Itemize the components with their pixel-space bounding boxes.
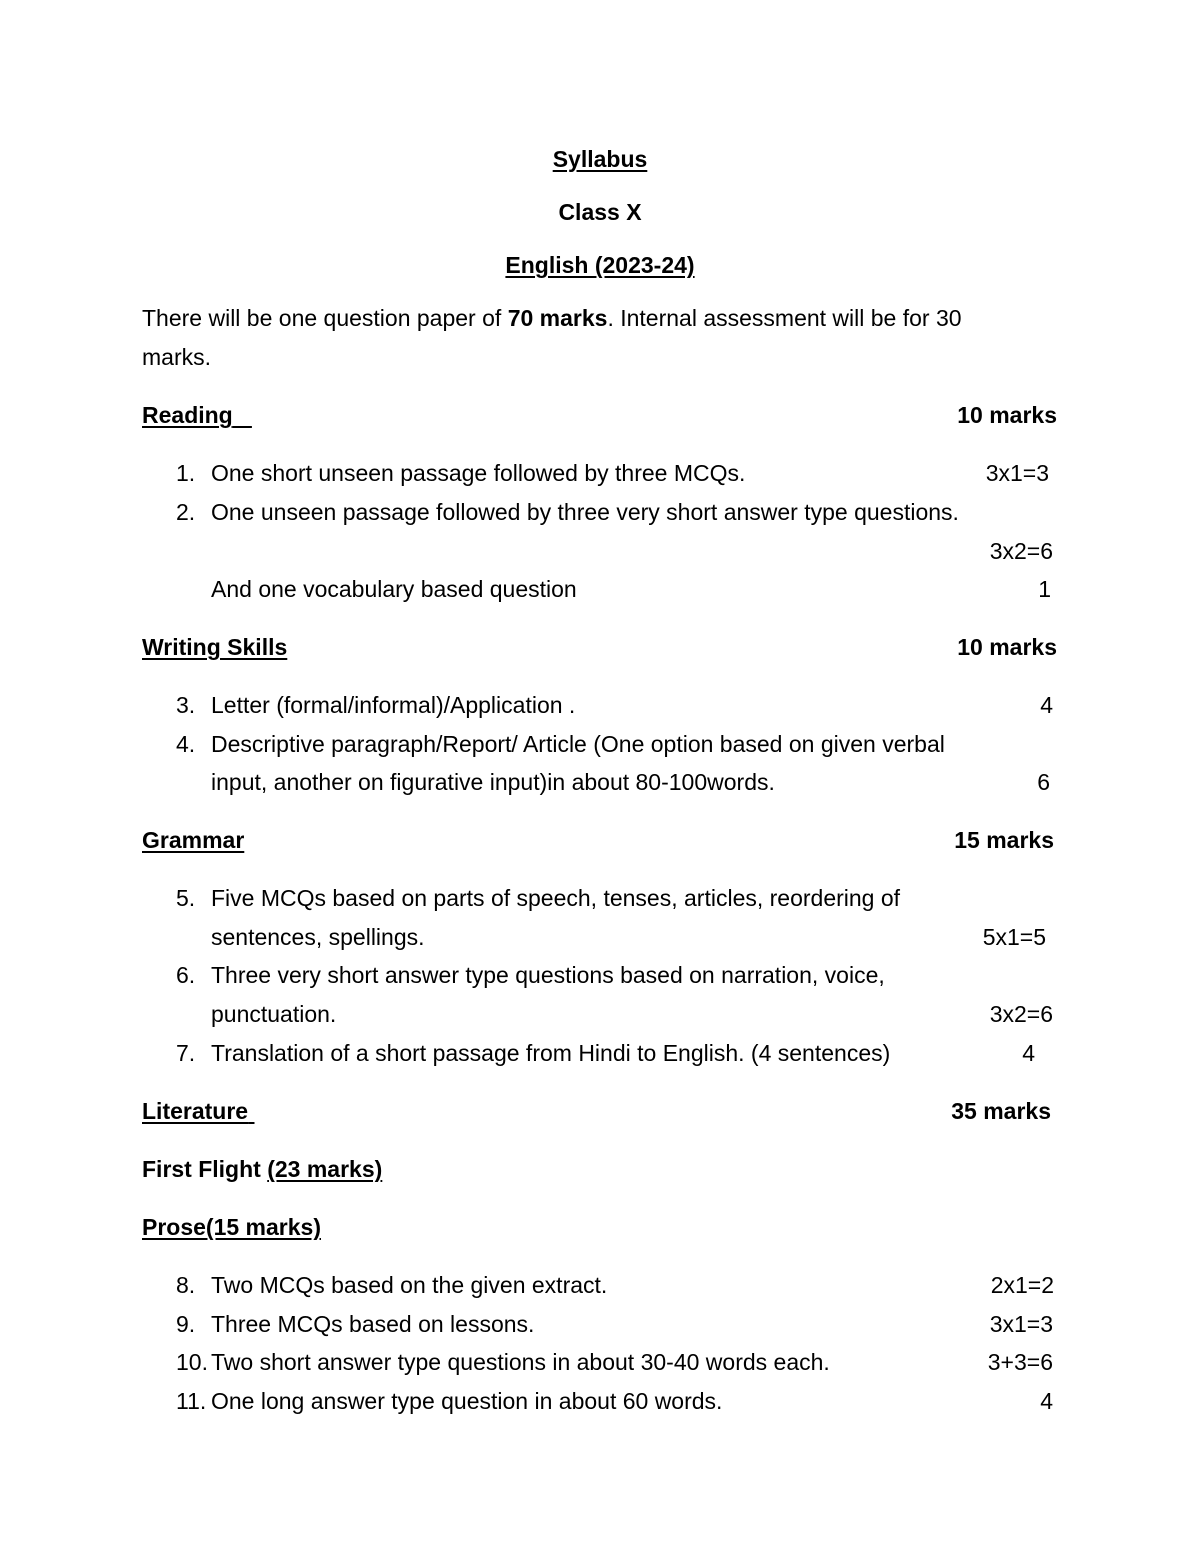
item-marks: 3x2=6	[989, 538, 1053, 564]
item-text: Five MCQs based on parts of speech, tenses, articles, reordering of	[211, 885, 901, 911]
item-number: 6.	[176, 962, 196, 988]
item-number: 3.	[176, 692, 196, 718]
item-number: 4.	[176, 731, 196, 757]
subsection-prose: Prose(15 marks)	[142, 1214, 321, 1240]
item-text: Descriptive paragraph/Report/ Article (One option based on given verbal	[211, 731, 945, 757]
section-marks-reading: 10 marks	[957, 402, 1057, 428]
item-number: 8.	[176, 1272, 196, 1298]
item-marks: 1	[1038, 576, 1051, 602]
section-heading-reading: Reading	[142, 402, 233, 428]
item-number: 9.	[176, 1311, 196, 1337]
class-label: Class X	[558, 199, 642, 225]
item-marks: 3+3=6	[987, 1349, 1053, 1375]
section-heading-literature: Literature	[142, 1098, 249, 1124]
section-marks-grammar: 15 marks	[954, 827, 1054, 853]
item-number: 10.	[176, 1349, 208, 1375]
document-title: Syllabus	[552, 146, 648, 172]
item-text-continued: punctuation.	[211, 1001, 337, 1027]
item-marks: 4	[1022, 1040, 1035, 1066]
item-text: Three very short answer type questions based on narration, voice,	[211, 962, 885, 988]
item-text: Letter (formal/informal)/Application .	[211, 692, 576, 718]
intro-line-2: marks.	[142, 344, 211, 370]
intro-line-1	[142, 307, 962, 330]
section-heading-grammar: Grammar	[142, 827, 245, 853]
item-marks: 5x1=5	[982, 924, 1046, 950]
item-text-continued: input, another on figurative input)in about 80-100words.	[211, 769, 775, 795]
item-number: 11.	[176, 1388, 207, 1414]
section-marks-writing: 10 marks	[957, 634, 1057, 660]
item-marks: 3x1=3	[985, 460, 1049, 486]
intro-text-1: There will be one question paper of	[142, 305, 508, 331]
item-marks: 3x1=3	[989, 1311, 1053, 1337]
item-number: 1.	[176, 460, 196, 486]
subject-label: English (2023-24)	[505, 252, 695, 278]
section-marks-literature: 35 marks	[951, 1098, 1051, 1124]
item-text: One short unseen passage followed by three MCQs.	[211, 460, 746, 486]
item-text: And one vocabulary based question	[211, 576, 577, 602]
item-marks: 3x2=6	[989, 1001, 1053, 1027]
item-marks: 4	[1040, 1388, 1053, 1414]
item-marks: 2x1=2	[990, 1272, 1054, 1298]
item-text: Translation of a short passage from Hindi to English. (4 sentences)	[211, 1040, 891, 1066]
item-text: One unseen passage followed by three very short answer type questions.	[211, 499, 959, 525]
subsection-first-flight: First Flight (23 marks)	[142, 1156, 383, 1182]
item-marks: 4	[1040, 692, 1053, 718]
item-text: Two MCQs based on the given extract.	[211, 1272, 608, 1298]
item-text: Two short answer type questions in about 30-40 words each.	[211, 1349, 830, 1375]
item-number: 7.	[176, 1040, 196, 1066]
item-text: Three MCQs based on lessons.	[211, 1311, 535, 1337]
section-heading-writing: Writing Skills	[142, 634, 288, 660]
item-text-continued: sentences, spellings.	[211, 924, 425, 950]
item-text: One long answer type question in about 60 words.	[211, 1388, 723, 1414]
item-marks: 6	[1037, 769, 1050, 795]
intro-text-2: . Internal assessment will be for 30	[607, 305, 962, 331]
item-number: 5.	[176, 885, 196, 911]
intro-bold-marks: 70 marks	[507, 305, 608, 331]
item-number: 2.	[176, 499, 196, 525]
